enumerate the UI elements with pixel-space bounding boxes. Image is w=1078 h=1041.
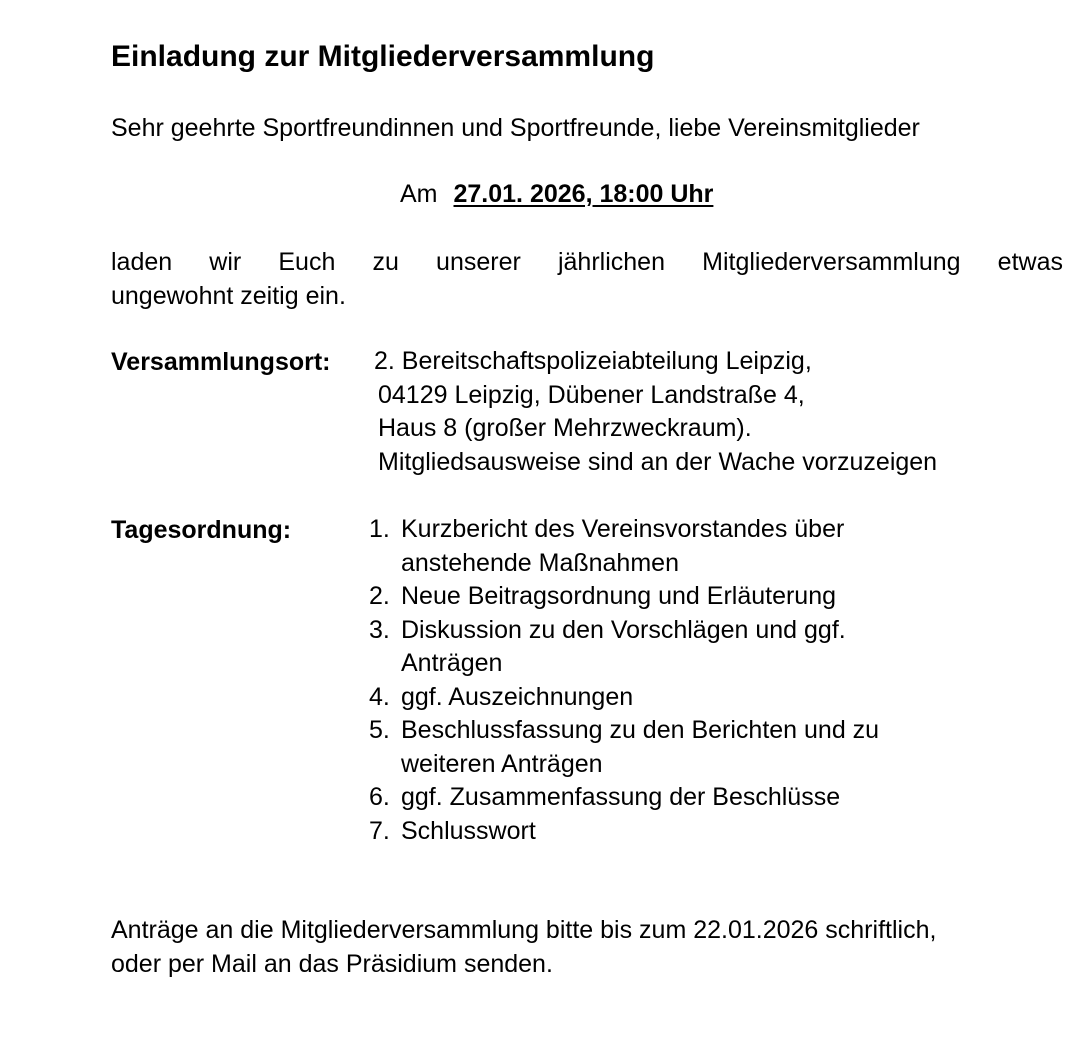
agenda-list	[369, 513, 981, 848]
agenda-item-text: ggf. Zusammenfassung der Beschlüsse	[401, 783, 841, 811]
agenda-item	[369, 815, 981, 849]
date-prefix: Am	[400, 180, 438, 208]
agenda-item-number: 6.	[369, 783, 390, 811]
greeting: Sehr geehrte Sportfreundinnen und Sportfreunde, liebe Vereinsmitglieder	[111, 114, 920, 142]
agenda-item-text: Diskussion zu den Vorschlägen und ggf. Anträgen	[401, 615, 846, 677]
invitation-line: laden wir Euch zu unserer jährlichen Mitgliederversammlung etwas	[111, 248, 1063, 276]
invitation-text	[111, 245, 1063, 313]
agenda-item	[369, 681, 981, 715]
agenda-item-text: ggf. Auszeichnungen	[401, 682, 634, 711]
agenda-label: Tagesordnung:	[111, 516, 292, 544]
agenda-item	[369, 513, 981, 580]
agenda-item-text: Beschlussfassung zu den Berichten und zu weiteren Anträgen	[401, 716, 880, 778]
meeting-date-line	[400, 177, 713, 211]
agenda-item-number: 3.	[369, 615, 390, 644]
document-page	[111, 0, 1063, 1041]
agenda-item-text: Neue Beitragsordnung und Erläuterung	[401, 582, 837, 610]
agenda-item-number: 5.	[369, 716, 390, 744]
submission-note	[111, 913, 936, 981]
venue-line: Haus 8 (großer Mehrzweckraum).	[378, 414, 752, 442]
submission-note-line: Anträge an die Mitgliederversammlung bitte bis zum 22.01.2026 schriftlich,	[111, 916, 937, 944]
document-title: Einladung zur Mitgliederversammlung	[111, 40, 655, 73]
agenda-item-number: 4.	[369, 682, 390, 711]
venue-line: 04129 Leipzig, Dübener Landstraße 4,	[378, 380, 805, 409]
agenda-item	[369, 580, 981, 614]
submission-note-line: oder per Mail an das Präsidium senden.	[111, 950, 553, 978]
agenda-item	[369, 781, 981, 815]
venue-line: Mitgliedsausweise sind an der Wache vorzuzeigen	[378, 447, 938, 476]
agenda-item-number: 1.	[369, 515, 390, 543]
agenda-item	[369, 614, 981, 681]
invitation-line: ungewohnt zeitig ein.	[111, 282, 346, 310]
agenda-item-number: 7.	[369, 816, 390, 845]
agenda-item-text: Schlusswort	[401, 816, 536, 845]
agenda-item-number: 2.	[369, 582, 390, 610]
agenda-item	[369, 714, 981, 781]
venue-address	[374, 345, 937, 479]
venue-label: Versammlungsort:	[111, 348, 331, 376]
venue-line: 2. Bereitschaftspolizeiabteilung Leipzig,	[374, 347, 812, 375]
agenda-item-text: Kurzbericht des Vereinsvorstandes über anstehende Maßnahmen	[401, 515, 845, 577]
meeting-date: 27.01. 2026, 18:00 Uhr	[453, 180, 714, 208]
